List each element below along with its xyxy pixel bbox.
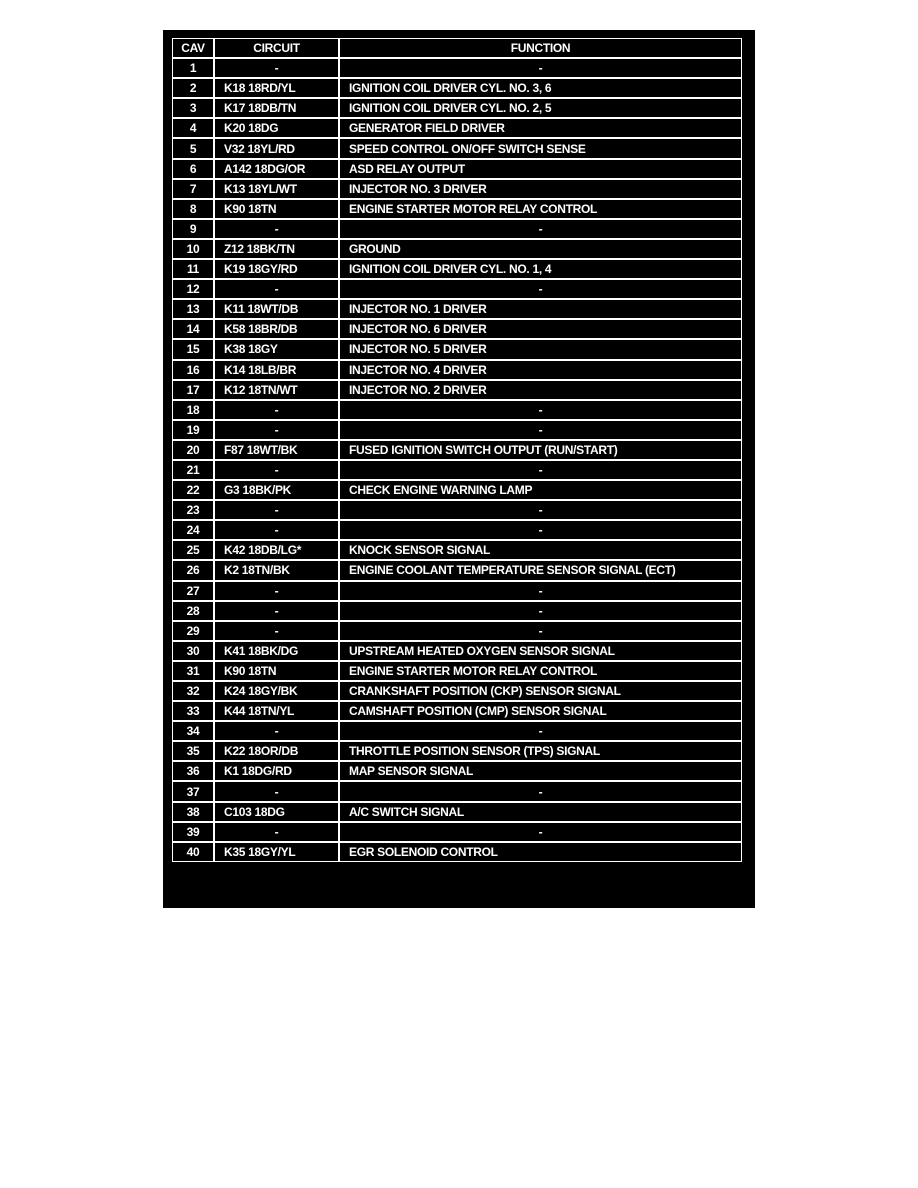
table-row bbox=[172, 58, 742, 78]
cavity-number: 14 bbox=[172, 319, 214, 339]
cavity-number: 24 bbox=[172, 520, 214, 540]
circuit-code: - bbox=[214, 219, 339, 239]
circuit-function: CRANKSHAFT POSITION (CKP) SENSOR SIGNAL bbox=[339, 681, 742, 701]
table-row bbox=[172, 601, 742, 621]
circuit-function: INJECTOR NO. 1 DRIVER bbox=[339, 299, 742, 319]
cavity-number: 19 bbox=[172, 420, 214, 440]
circuit-code: C103 18DG bbox=[214, 802, 339, 822]
circuit-function: CHECK ENGINE WARNING LAMP bbox=[339, 480, 742, 500]
cavity-number: 26 bbox=[172, 560, 214, 580]
cavity-number: 10 bbox=[172, 239, 214, 259]
table-row bbox=[172, 138, 742, 158]
circuit-function: ENGINE STARTER MOTOR RELAY CONTROL bbox=[339, 199, 742, 219]
circuit-function: SPEED CONTROL ON/OFF SWITCH SENSE bbox=[339, 138, 742, 158]
circuit-function: THROTTLE POSITION SENSOR (TPS) SIGNAL bbox=[339, 741, 742, 761]
cavity-number: 40 bbox=[172, 842, 214, 862]
table-row bbox=[172, 78, 742, 98]
table-row bbox=[172, 621, 742, 641]
cavity-number: 27 bbox=[172, 581, 214, 601]
table-row bbox=[172, 540, 742, 560]
circuit-function: INJECTOR NO. 2 DRIVER bbox=[339, 380, 742, 400]
circuit-code: - bbox=[214, 581, 339, 601]
circuit-code: - bbox=[214, 279, 339, 299]
cavity-number: 21 bbox=[172, 460, 214, 480]
circuit-code: F87 18WT/BK bbox=[214, 440, 339, 460]
cavity-number: 35 bbox=[172, 741, 214, 761]
table-row bbox=[172, 440, 742, 460]
cavity-number: 7 bbox=[172, 179, 214, 199]
cavity-number: 16 bbox=[172, 360, 214, 380]
circuit-code: K13 18YL/WT bbox=[214, 179, 339, 199]
circuit-code: K19 18GY/RD bbox=[214, 259, 339, 279]
circuit-function: - bbox=[339, 581, 742, 601]
circuit-function: - bbox=[339, 400, 742, 420]
table-row bbox=[172, 420, 742, 440]
circuit-function: INJECTOR NO. 6 DRIVER bbox=[339, 319, 742, 339]
circuit-code: K17 18DB/TN bbox=[214, 98, 339, 118]
cavity-number: 28 bbox=[172, 601, 214, 621]
circuit-function: ENGINE COOLANT TEMPERATURE SENSOR SIGNAL (ECT) bbox=[339, 560, 742, 580]
circuit-function: EGR SOLENOID CONTROL bbox=[339, 842, 742, 862]
circuit-code: K14 18LB/BR bbox=[214, 360, 339, 380]
circuit-function: ENGINE STARTER MOTOR RELAY CONTROL bbox=[339, 661, 742, 681]
circuit-code: K44 18TN/YL bbox=[214, 701, 339, 721]
table-row bbox=[172, 560, 742, 580]
connector-pinout-table bbox=[172, 38, 742, 862]
table-row bbox=[172, 339, 742, 359]
table-row bbox=[172, 781, 742, 801]
circuit-code: - bbox=[214, 822, 339, 842]
cavity-number: 6 bbox=[172, 159, 214, 179]
circuit-code: V32 18YL/RD bbox=[214, 138, 339, 158]
circuit-code: K90 18TN bbox=[214, 661, 339, 681]
circuit-code: K90 18TN bbox=[214, 199, 339, 219]
cavity-number: 18 bbox=[172, 400, 214, 420]
circuit-code: A142 18DG/OR bbox=[214, 159, 339, 179]
cavity-number: 39 bbox=[172, 822, 214, 842]
circuit-function: INJECTOR NO. 3 DRIVER bbox=[339, 179, 742, 199]
cavity-number: 8 bbox=[172, 199, 214, 219]
circuit-code: K11 18WT/DB bbox=[214, 299, 339, 319]
circuit-function: INJECTOR NO. 5 DRIVER bbox=[339, 339, 742, 359]
table-row bbox=[172, 802, 742, 822]
circuit-function: GENERATOR FIELD DRIVER bbox=[339, 118, 742, 138]
circuit-function: IGNITION COIL DRIVER CYL. NO. 2, 5 bbox=[339, 98, 742, 118]
circuit-function: - bbox=[339, 621, 742, 641]
circuit-code: - bbox=[214, 58, 339, 78]
table-row bbox=[172, 581, 742, 601]
circuit-function: - bbox=[339, 721, 742, 741]
circuit-function: - bbox=[339, 460, 742, 480]
table-row bbox=[172, 400, 742, 420]
table-row bbox=[172, 219, 742, 239]
circuit-function: GROUND bbox=[339, 239, 742, 259]
circuit-code: - bbox=[214, 400, 339, 420]
circuit-code: K2 18TN/BK bbox=[214, 560, 339, 580]
circuit-function: - bbox=[339, 420, 742, 440]
circuit-code: - bbox=[214, 601, 339, 621]
circuit-code: - bbox=[214, 520, 339, 540]
header-circuit: CIRCUIT bbox=[214, 38, 339, 58]
table-row bbox=[172, 480, 742, 500]
cavity-number: 34 bbox=[172, 721, 214, 741]
circuit-code: - bbox=[214, 460, 339, 480]
circuit-code: Z12 18BK/TN bbox=[214, 239, 339, 259]
circuit-function: CAMSHAFT POSITION (CMP) SENSOR SIGNAL bbox=[339, 701, 742, 721]
table-row bbox=[172, 319, 742, 339]
circuit-code: K58 18BR/DB bbox=[214, 319, 339, 339]
table-row bbox=[172, 199, 742, 219]
header-cav: CAV bbox=[172, 38, 214, 58]
cavity-number: 33 bbox=[172, 701, 214, 721]
table-row bbox=[172, 159, 742, 179]
cavity-number: 17 bbox=[172, 380, 214, 400]
circuit-function: KNOCK SENSOR SIGNAL bbox=[339, 540, 742, 560]
circuit-code: K1 18DG/RD bbox=[214, 761, 339, 781]
circuit-function: UPSTREAM HEATED OXYGEN SENSOR SIGNAL bbox=[339, 641, 742, 661]
table-row bbox=[172, 681, 742, 701]
circuit-code: K41 18BK/DG bbox=[214, 641, 339, 661]
table-row bbox=[172, 842, 742, 862]
table-row bbox=[172, 179, 742, 199]
table-row bbox=[172, 661, 742, 681]
circuit-function: - bbox=[339, 58, 742, 78]
circuit-code: K20 18DG bbox=[214, 118, 339, 138]
cavity-number: 15 bbox=[172, 339, 214, 359]
cavity-number: 36 bbox=[172, 761, 214, 781]
table-row bbox=[172, 500, 742, 520]
circuit-function: FUSED IGNITION SWITCH OUTPUT (RUN/START) bbox=[339, 440, 742, 460]
circuit-function: - bbox=[339, 219, 742, 239]
table-row bbox=[172, 641, 742, 661]
circuit-function: - bbox=[339, 279, 742, 299]
cavity-number: 38 bbox=[172, 802, 214, 822]
table-row bbox=[172, 98, 742, 118]
table-row bbox=[172, 118, 742, 138]
table-row bbox=[172, 701, 742, 721]
table-row bbox=[172, 360, 742, 380]
circuit-code: K24 18GY/BK bbox=[214, 681, 339, 701]
cavity-number: 37 bbox=[172, 781, 214, 801]
table-row bbox=[172, 380, 742, 400]
connector-pinout-panel bbox=[163, 30, 755, 908]
circuit-code: K35 18GY/YL bbox=[214, 842, 339, 862]
circuit-code: - bbox=[214, 621, 339, 641]
table-header-row bbox=[172, 38, 742, 58]
cavity-number: 12 bbox=[172, 279, 214, 299]
cavity-number: 30 bbox=[172, 641, 214, 661]
cavity-number: 32 bbox=[172, 681, 214, 701]
circuit-code: G3 18BK/PK bbox=[214, 480, 339, 500]
circuit-code: - bbox=[214, 420, 339, 440]
circuit-function: - bbox=[339, 822, 742, 842]
circuit-code: K22 18OR/DB bbox=[214, 741, 339, 761]
table-row bbox=[172, 520, 742, 540]
circuit-code: K42 18DB/LG* bbox=[214, 540, 339, 560]
table-row bbox=[172, 761, 742, 781]
table-row bbox=[172, 822, 742, 842]
cavity-number: 29 bbox=[172, 621, 214, 641]
table-row bbox=[172, 259, 742, 279]
circuit-code: - bbox=[214, 500, 339, 520]
circuit-code: - bbox=[214, 781, 339, 801]
table-row bbox=[172, 279, 742, 299]
table-row bbox=[172, 721, 742, 741]
cavity-number: 11 bbox=[172, 259, 214, 279]
cavity-number: 25 bbox=[172, 540, 214, 560]
circuit-function: INJECTOR NO. 4 DRIVER bbox=[339, 360, 742, 380]
cavity-number: 2 bbox=[172, 78, 214, 98]
table-body bbox=[172, 58, 742, 862]
circuit-function: - bbox=[339, 781, 742, 801]
circuit-code: - bbox=[214, 721, 339, 741]
cavity-number: 22 bbox=[172, 480, 214, 500]
circuit-code: K18 18RD/YL bbox=[214, 78, 339, 98]
circuit-function: MAP SENSOR SIGNAL bbox=[339, 761, 742, 781]
cavity-number: 23 bbox=[172, 500, 214, 520]
cavity-number: 20 bbox=[172, 440, 214, 460]
circuit-function: ASD RELAY OUTPUT bbox=[339, 159, 742, 179]
circuit-function: - bbox=[339, 520, 742, 540]
circuit-function: A/C SWITCH SIGNAL bbox=[339, 802, 742, 822]
table-row bbox=[172, 741, 742, 761]
cavity-number: 3 bbox=[172, 98, 214, 118]
cavity-number: 9 bbox=[172, 219, 214, 239]
header-function: FUNCTION bbox=[339, 38, 742, 58]
circuit-function: - bbox=[339, 500, 742, 520]
cavity-number: 4 bbox=[172, 118, 214, 138]
table-row bbox=[172, 460, 742, 480]
cavity-number: 31 bbox=[172, 661, 214, 681]
circuit-code: K38 18GY bbox=[214, 339, 339, 359]
circuit-function: - bbox=[339, 601, 742, 621]
circuit-code: K12 18TN/WT bbox=[214, 380, 339, 400]
table-row bbox=[172, 239, 742, 259]
circuit-function: IGNITION COIL DRIVER CYL. NO. 1, 4 bbox=[339, 259, 742, 279]
circuit-function: IGNITION COIL DRIVER CYL. NO. 3, 6 bbox=[339, 78, 742, 98]
cavity-number: 5 bbox=[172, 138, 214, 158]
cavity-number: 1 bbox=[172, 58, 214, 78]
table-row bbox=[172, 299, 742, 319]
cavity-number: 13 bbox=[172, 299, 214, 319]
